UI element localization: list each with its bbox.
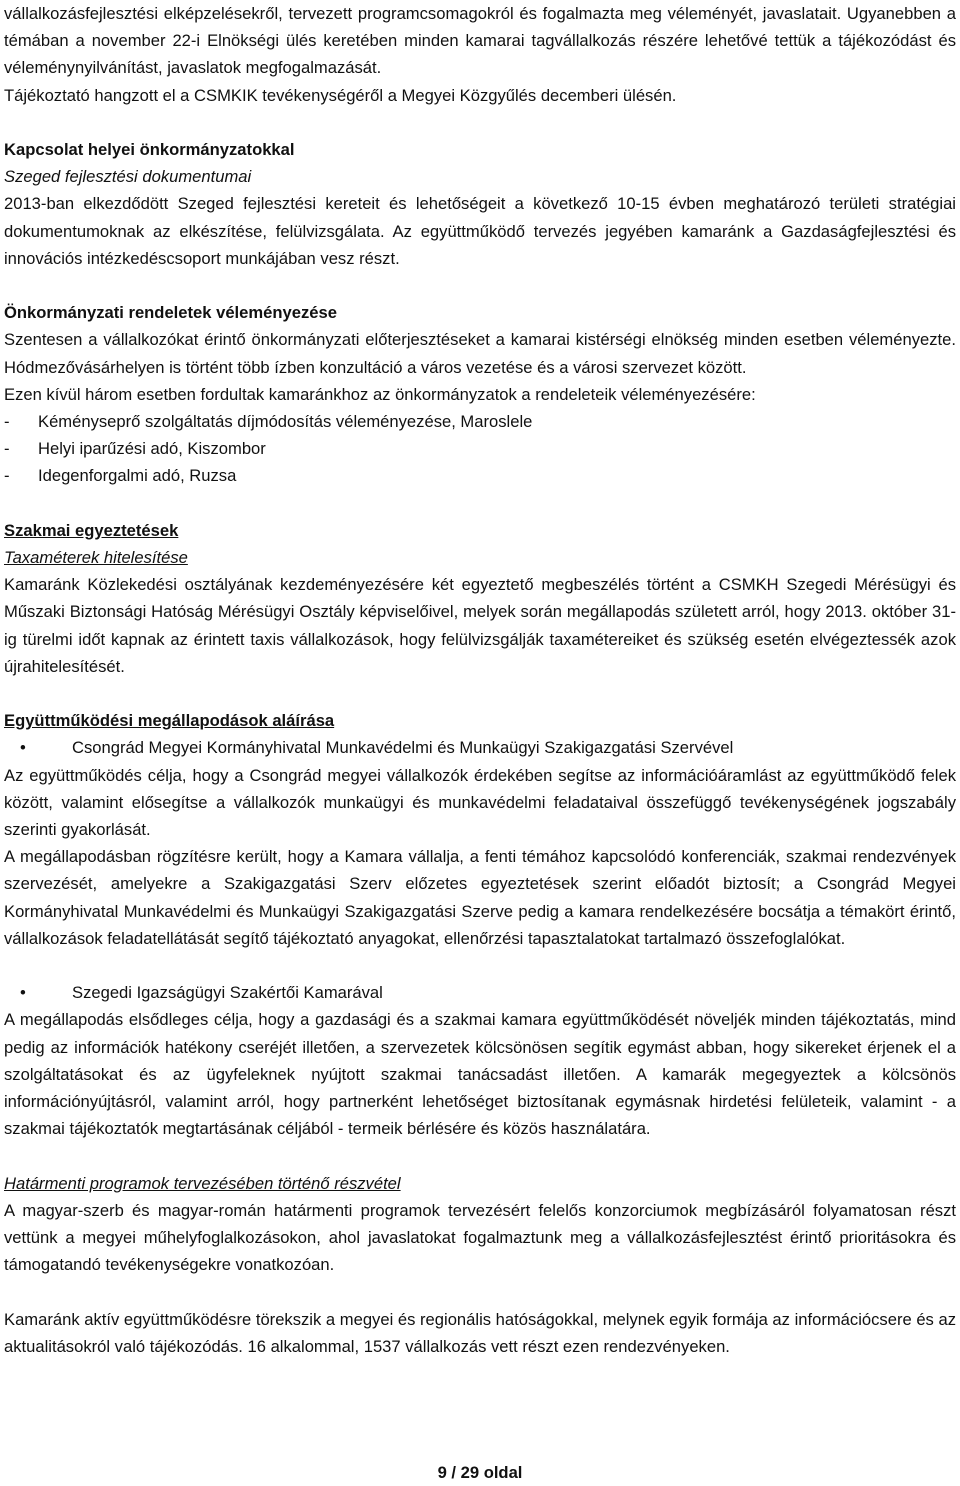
rendeletek-paragraph: Szentesen a vállalkozókat érintő önkormányzati előterjesztéseket a kamarai kistérségi elnökség minden esetben véleményezte. Hódmezővásárhelyen is történt több ízben konzultáció a város vezetése és a városi szervezet között. (4, 330, 956, 377)
dash-marker: - (4, 466, 10, 486)
document-page (4, 0, 956, 1360)
bullet-marker: • (20, 738, 26, 758)
megallapodas-paragraph: Az együttműködés célja, hogy a Csongrád megyei vállalkozók érdekében segítse az információáramlást az együttműködő felek között, valamint elősegítse a vállalkozók munkaügyi és munkavédelmi feladataival összefüggő tevékenységének jogszabály szerinti gyakorlását. (4, 765, 956, 840)
intro-paragraph-2: Tájékoztató hangzott el a CSMKIK tevékenységéről a Megyei Közgyűlés decemberi ülésén. (4, 85, 677, 105)
list-item (4, 462, 956, 489)
kapcsolat-paragraph: 2013-ban elkezdődött Szeged fejlesztési kereteit és lehetőségeit a következő 10-15 évben meghatározó területi stratégiai dokumentumoknak az elkészítése, felülvizsgálata. Az együttműködő tervezés jegyében kamaránk a Gazdaságfejlesztési és innovációs intézkedéscsoport munkájában vesz részt. (4, 194, 956, 268)
megallapodas-paragraph-3: A megállapodás elsődleges célja, hogy a gazdasági és a szakmai kamara együttműködését növeljék minden tájékoztatás, mind pedig az információk hatékony cseréjét illetően, a szervezetek kölcsönösen segítik egymást abban, hogy sikereket érjenek el a szolgáltatásokat és az ügyfeleknek nyújtott szakmai tanácsadást illetően. A kamarák megegyeztek a kölcsönös információnyújtásról, valamint arról, hogy partnerként lehetőséget biztosítanak egymásnak hirdetési felületeik, valamint - a szakmai tájékoztatók megtartásának céljából - termeik bérlésére és közös használatára. (4, 1010, 956, 1139)
spacer (4, 1278, 956, 1305)
section-heading-egyeztetesek: Szakmai egyeztetések (4, 520, 179, 540)
list-item-text: Idegenforgalmi adó, Ruzsa (38, 466, 237, 486)
bullet-item-text: Szegedi Igazságügyi Szakértői Kamarával (72, 983, 383, 1003)
page-number: 9 / 29 oldal (437, 1463, 523, 1482)
spacer (4, 272, 956, 299)
list-item-text: Helyi iparűzési adó, Kiszombor (38, 439, 266, 459)
spacer (4, 680, 956, 707)
hatarmenti-paragraph-2: Kamaránk aktív együttműködésre törekszik a megyei és regionális hatóságokkal, melynek egyik formája az információcsere és az aktualitásokról való tájékozódás. 16 alkalommal, 1537 vállalkozás vett részt ezen rendezvényeken. (4, 1309, 956, 1356)
list-item (4, 435, 956, 462)
dash-marker: - (4, 439, 10, 459)
egyeztetesek-paragraph: Kamaránk Közlekedési osztályának kezdeményezésére két egyeztető megbeszélés történt a CSMKH Szegedi Mérésügyi és Műszaki Biztonsági Hatóság Mérésügyi Osztály képviselőivel, melyek során megállapodás született arról, hogy 2013. október 31-ig türelmi időt kapnak az érintett taxis vállalkozások, hogy felülvizsgálják taxamétereiket és szükség esetén elvégeztessék azok újrahitelesítését. (4, 575, 956, 676)
hatarmenti-paragraph: A magyar-szerb és magyar-román határmenti programok tervezésért felelős konzorciumok megbízásáról folyamatosan részt vettünk a megyei műhelyfoglalkozásokon, ahol javaslatokat fogalmaztunk meg a vállalkozásfejlesztést érintő prioritásokra és támogatandó tevékenységekre vonatkozóan. (4, 1200, 956, 1275)
section-heading-kapcsolat: Kapcsolat helyei önkormányzatokkal (4, 140, 295, 159)
subheading-taxameterek: Taxaméterek hitelesítése (4, 548, 188, 568)
list-item (4, 408, 956, 435)
bullet-item (4, 979, 956, 1006)
spacer (4, 952, 956, 979)
section-heading-megallapodasok: Együttműködési megállapodások aláírása (4, 711, 335, 731)
bullet-marker: • (20, 983, 26, 1003)
spacer (4, 109, 956, 136)
subheading-hatarmenti: Határmenti programok tervezésében történő részvétel (4, 1173, 401, 1193)
megallapodas-paragraph-2: A megállapodásban rögzítésre került, hogy a Kamara vállalja, a fenti témához kapcsolódó konferenciák, szakmai rendezvények szervezését, amelyekre a Szakigazgatási Szerv előzetes egyeztetések szerint előadót biztosít; a Csongrád Megyei Kormányhivatal Munkavédelmi és Munkaügyi Szakigazgatási Szerve pedig a kamara rendelkezésére bocsátja a témakört érintő, vállalkozások feladatellátását segítő tájékoztató anyagokat, ellenőrzési tapasztalatokat tartalmazó összefoglalókat. (4, 847, 956, 948)
spacer (4, 490, 956, 517)
bullet-item-text: Csongrád Megyei Kormányhivatal Munkavédelmi és Munkaügyi Szakigazgatási Szervével (72, 738, 734, 758)
subheading-szeged: Szeged fejlesztési dokumentumai (4, 167, 252, 187)
rendeletek-paragraph-2: Ezen kívül három esetben fordultak kamaránkhoz az önkormányzatok a rendeleteik véleményezésére: (4, 384, 756, 404)
section-heading-rendeletek: Önkormányzati rendeletek véleményezése (4, 303, 337, 323)
list-item-text: Kéményseprő szolgáltatás díjmódosítás véleményezése, Maroslele (38, 412, 533, 432)
dash-marker: - (4, 412, 10, 432)
bullet-item (4, 734, 956, 761)
intro-paragraph: vállalkozásfejlesztési elképzelésekről, tervezett programcsomagokról és fogalmazta meg véleményét, javaslatait. Ugyanebben a témában a november 22-i Elnökségi ülés keretében minden kamarai tagvállalkozás részére lehetővé tettük a tájékozódást és véleménynyilvánítást, javaslatok megfogalmazását. (4, 4, 956, 78)
spacer (4, 1142, 956, 1169)
